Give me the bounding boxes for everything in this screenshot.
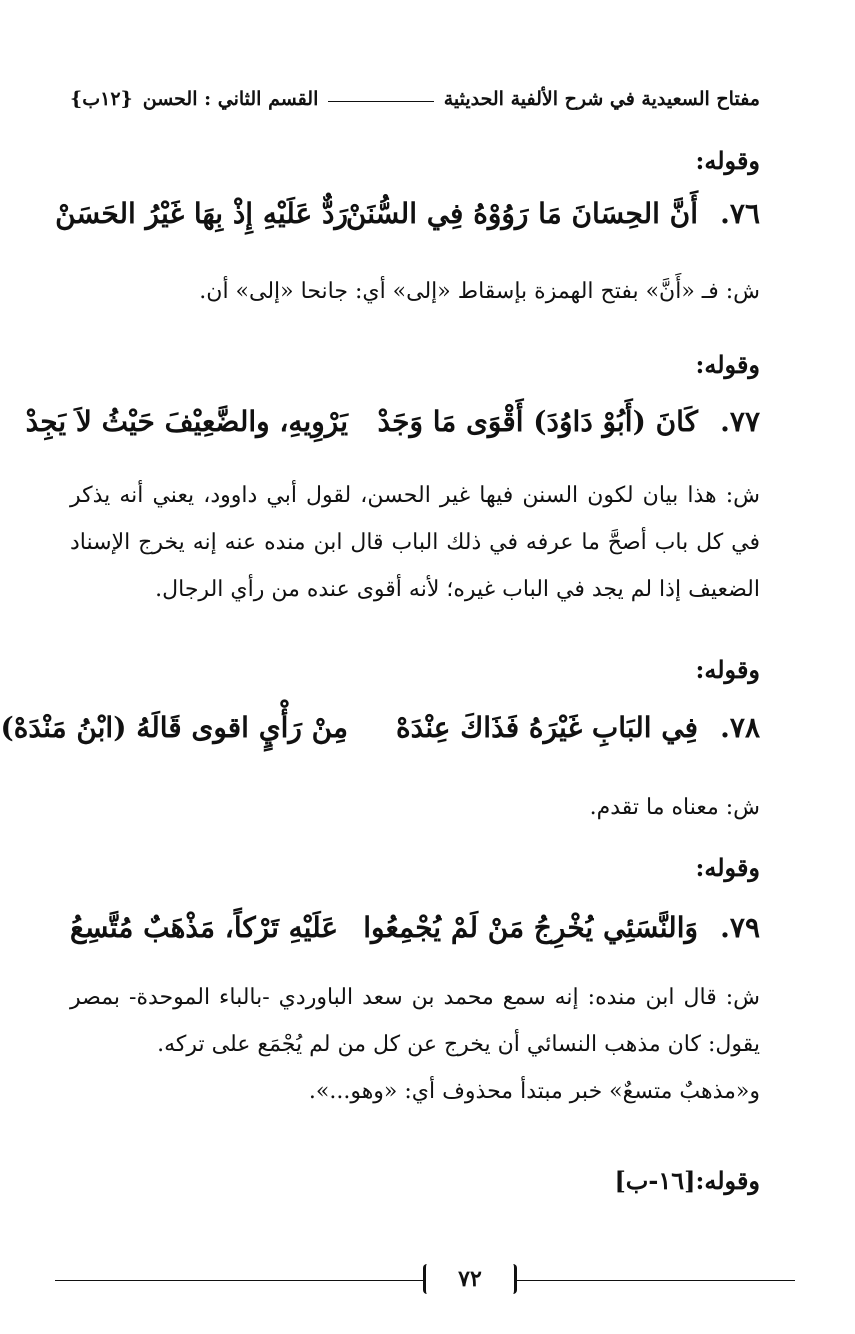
- commentary-paragraph: ش: هذا بيان لكون السنن فيها غير الحسن، لقول أبي داوود، يعني أنه يذكر في كل باب أصحَّ ما عرفه في ذلك الباب قال ابن منده عنه إنه يخرج الإسناد الضعيف إذا لم يجد في الباب غيره؛ لأنه أقوى عنده من رأي الرجال.: [70, 483, 760, 602]
- verse-number: ٧٦.: [720, 196, 760, 230]
- verse-intro: وقوله:: [695, 1166, 760, 1195]
- header-rule: [328, 101, 433, 102]
- second-hemistich: عَلَيْهِ تَرْكاً، مَذْهَبٌ مُتَّسِعُ: [70, 910, 339, 944]
- verse-number: ٧٧.: [720, 404, 760, 438]
- page-footer: [55, 1262, 795, 1298]
- manuscript-folio: [١٦-ب]: [614, 1166, 696, 1195]
- second-hemistich: مِنْ رَأْيٍ اقوى قَالَهُ (ابْنُ مَنْدَهْ): [0, 710, 348, 744]
- verse-line: [55, 190, 760, 236]
- commentary: [70, 974, 760, 1115]
- verse-line: [25, 398, 760, 444]
- verse-line: [0, 704, 760, 750]
- manuscript-folio: {١٢ب}: [70, 88, 133, 110]
- commentary: [70, 784, 760, 831]
- commentary-paragraph: ش: معناه ما تقدم.: [589, 795, 760, 820]
- verse-line: [70, 904, 760, 950]
- first-hemistich: أَنَّ الحِسَانَ مَا رَوُوْهُ فِي السُّنَنْ: [345, 196, 698, 230]
- book-title: مفتاح السعيدية في شرح الألفية الحديثية: [443, 88, 760, 110]
- commentary-paragraph: و«مذهبٌ متسعٌ» خبر مبتدأ محذوف أي: «وهو...».: [308, 1079, 760, 1104]
- page-number: ٧٢: [423, 1264, 517, 1294]
- second-hemistich: رَدٌّ عَلَيْهِ إِذْ بِهَا غَيْرُ الحَسَنْ: [55, 196, 348, 230]
- commentary-paragraph: ش: فـ «أَنَّ» بفتح الهمزة بإسقاط «إلى» أي: جانحا «إلى» أن.: [199, 279, 760, 304]
- first-hemistich: كَانَ (أَبُوْ دَاوُدَ) أَقْوَى مَا وَجَدْ: [377, 404, 698, 438]
- section-title: القسم الثاني : الحسن: [142, 88, 319, 110]
- commentary: [70, 268, 760, 315]
- verse-intro: وقوله:: [695, 655, 760, 684]
- verse-number: ٧٨.: [720, 710, 760, 744]
- verse-intro: وقوله:: [695, 853, 760, 882]
- first-hemistich: فِي البَابِ غَيْرَهُ فَذَاكَ عِنْدَهْ: [395, 710, 698, 744]
- first-hemistich: وَالنَّسَئِي يُخْرِجُ مَنْ لَمْ يُجْمِعُوا: [363, 910, 698, 944]
- commentary: [70, 472, 760, 613]
- commentary-paragraph: ش: قال ابن منده: إنه سمع محمد بن سعد الباوردي -بالباء الموحدة- بمصر يقول: كان مذهب النسائي أن يخرج عن كل من لم يُجْمَع على تركه.: [70, 985, 760, 1057]
- verse-number: ٧٩.: [720, 910, 760, 944]
- verse-intro: وقوله:: [695, 146, 760, 175]
- verse-intro: وقوله:: [695, 350, 760, 379]
- running-header: [70, 70, 760, 110]
- closing-line: [70, 1166, 760, 1195]
- second-hemistich: يَرْوِيهِ، والضَّعِيْفَ حَيْثُ لاَ يَجِدْ: [25, 404, 348, 438]
